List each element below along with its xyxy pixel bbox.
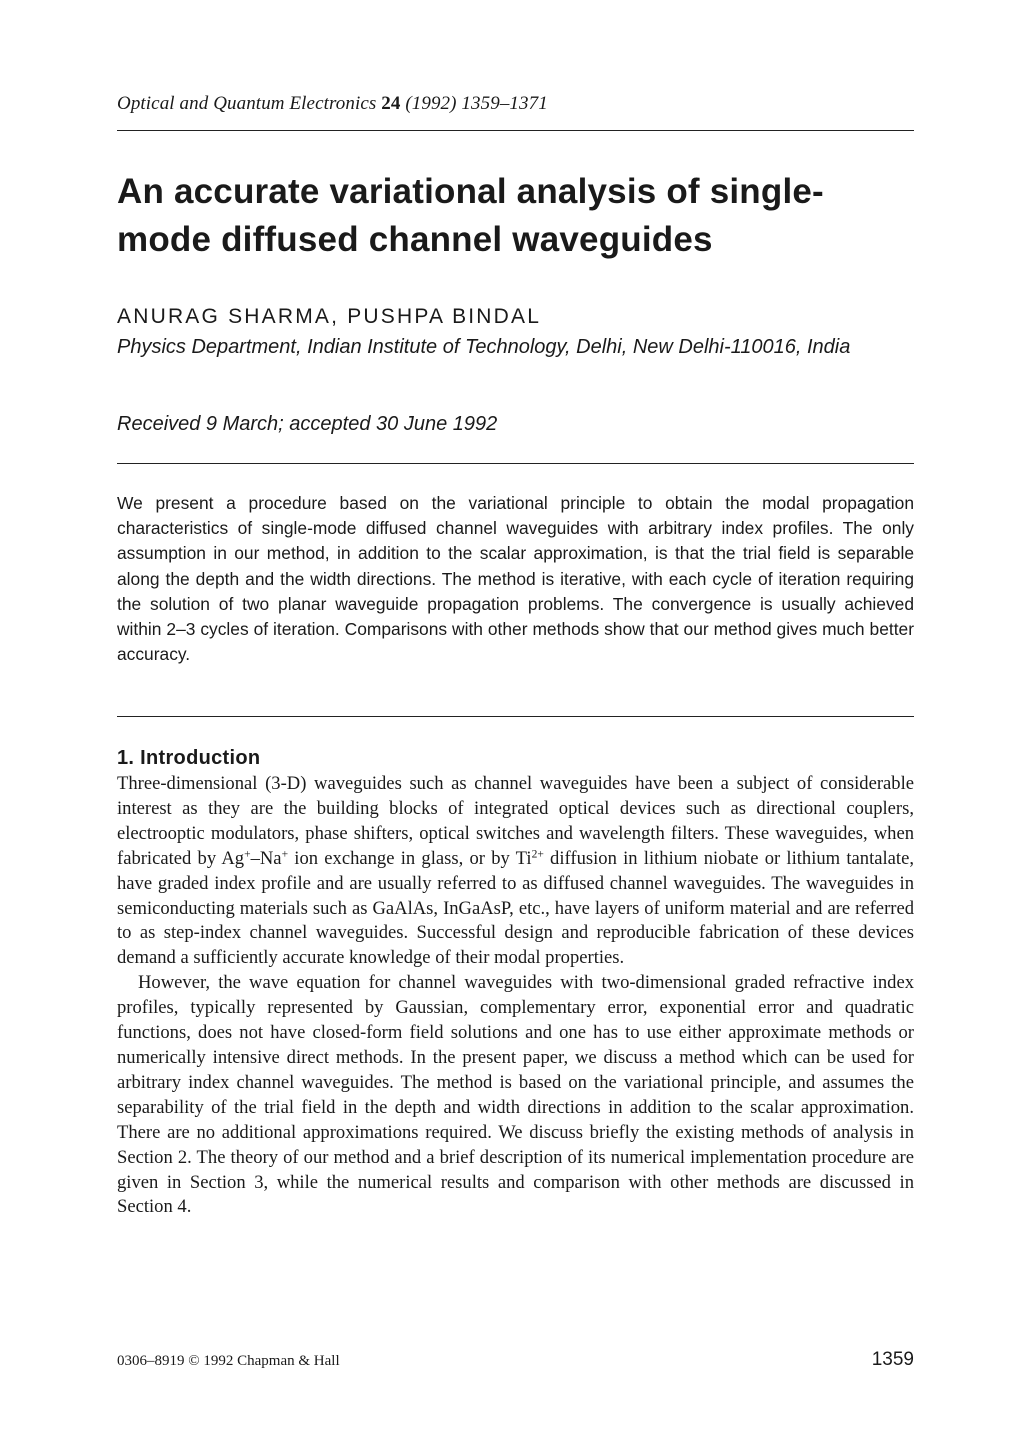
paper-page [117, 0, 914, 1432]
superscript: 2+ [531, 848, 544, 861]
paragraph-text: ion exchange in glass, or by Ti [288, 847, 532, 869]
paragraph-text: Three-dimensional (3-D) waveguides such as channel waveguides have been a subject of considerable interest as they are the building blocks of integrated optical devices such as directional couplers, electrooptic modulators, phase shifters, optical switches and wavelength filters. These waveguides, when fabricated by Ag [117, 773, 914, 869]
paragraph [117, 772, 914, 971]
abstract-bottom-rule [117, 716, 914, 717]
abstract-top-rule [117, 463, 914, 464]
superscript: + [244, 848, 251, 861]
journal-citation [117, 93, 548, 115]
section-heading: 1. Introduction [117, 747, 261, 769]
paragraph-text: –Na [250, 847, 282, 869]
paragraph: However, the wave equation for channel waveguides with two-dimensional graded refractive index profiles, typically represented by Gaussian, complementary error, exponential error and quadratic functions, does not have closed-form field solutions and one has to use either approximate methods or numerically intensive direct methods. In the present paper, we discuss a method which can be used for arbitrary index channel waveguides. The method is based on the variational principle, and assumes the separability of the trial field in the depth and width directions in addition to the scalar approximation. There are no additional approximations required. We discuss briefly the existing methods of analysis in Section 2. The theory of our method and a brief description of its numerical implementation procedure are given in Section 3, while the numerical results and comparison with other methods are discussed in Section 4. [117, 972, 914, 1218]
footer-copyright: 0306–8919 © 1992 Chapman & Hall [117, 1353, 340, 1369]
journal-volume: 24 [381, 93, 401, 114]
author-list: ANURAG SHARMA, PUSHPA BINDAL [117, 305, 542, 328]
received-date: Received 9 March; accepted 30 June 1992 [117, 413, 498, 435]
abstract: We present a procedure based on the variational principle to obtain the modal propagation characteristics of single-mode diffused channel waveguides with arbitrary index profiles. The only assumption in our method, in addition to the scalar approximation, is that the trial field is separable along the depth and the width directions. The method is iterative, with each cycle of iteration requiring the solution of two planar waveguide propagation problems. The convergence is usually achieved within 2–3 cycles of iteration. Comparisons with other methods show that our method gives much better accuracy. [117, 493, 914, 665]
paragraph-text: diffusion in lithium niobate or lithium tantalate, have graded index profile and are usually referred to as diffused channel waveguides. The waveguides in semiconducting materials such as GaAlAs, InGaAsP, etc., have layers of uniform material and are referred to as step-index channel waveguides. Successful design and reproducible fabrication of these devices demand a sufficiently accurate knowledge of their modal properties. [117, 847, 914, 969]
paper-title: An accurate variational analysis of single-mode diffused channel waveguides [117, 172, 824, 259]
author-affiliation: Physics Department, Indian Institute of Technology, Delhi, New Delhi-110016, India [117, 336, 851, 358]
page-number: 1359 [871, 1349, 914, 1370]
journal-name: Optical and Quantum Electronics [117, 93, 377, 114]
superscript: + [281, 848, 289, 861]
header-rule [117, 130, 914, 131]
section-body [117, 772, 914, 1220]
journal-year-pages: (1992) 1359–1371 [405, 93, 548, 114]
